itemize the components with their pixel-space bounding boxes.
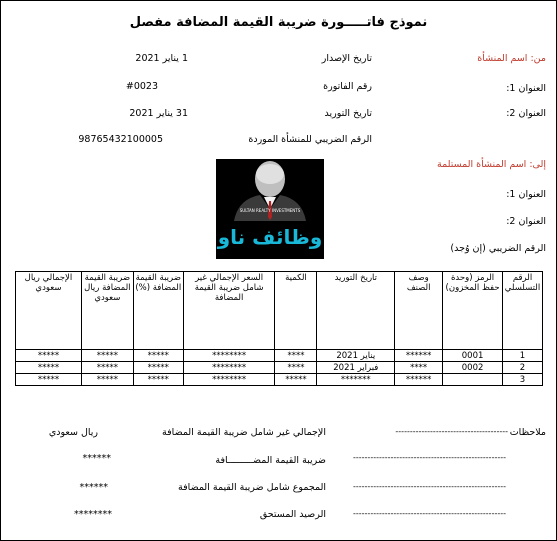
buyer-address-1: العنوان 1:: [506, 189, 546, 200]
company-logo: [216, 159, 324, 259]
header-serial: الرقم التسلسلي: [503, 272, 543, 350]
cell: *****: [81, 374, 133, 386]
summary-label-balance-due: الرصيد المستحق: [259, 509, 326, 520]
buyer-tax-number-label: الرقم الضريبي (إن وُجد): [450, 243, 546, 254]
cell: يناير 2021: [317, 350, 395, 362]
seller-name-label: من: اسم المنشأة: [477, 53, 546, 64]
meta-value-supply-date: 31 يناير 2021: [129, 108, 188, 119]
header-price-excl-vat: السعر الإجمالي غير شامل ضريبة القيمة المضافة: [183, 272, 275, 350]
cell: ********: [183, 362, 275, 374]
table-row: [16, 362, 543, 374]
table-header-row: [16, 272, 543, 350]
buyer-name-label: إلى: اسم المنشأة المستلمة: [437, 159, 546, 170]
cell: ********: [183, 374, 275, 386]
cell: *****: [133, 350, 183, 362]
table-row: [16, 374, 543, 386]
notes-label: ملاحظات: [509, 427, 546, 438]
cell: *****: [81, 362, 133, 374]
cell: ****: [275, 362, 317, 374]
summary-dashes-3: -----------------------------------------------------: [353, 509, 506, 518]
header-vat-sar: ضريبة القيمة المضافة ريال سعودي: [81, 272, 133, 350]
seller-address-1: العنوان 1:: [506, 83, 546, 94]
meta-value-issue-date: 1 يناير 2021: [135, 53, 188, 64]
summary-dashes-2: -----------------------------------------------------: [353, 482, 506, 491]
meta-label-supply-date: تاريخ التوريد: [324, 108, 372, 119]
cell: ******: [395, 374, 443, 386]
seller-address-2: العنوان 2:: [506, 108, 546, 119]
header-quantity: الكمية: [275, 272, 317, 350]
cell: 2: [503, 362, 543, 374]
cell: فبراير 2021: [317, 362, 395, 374]
cell: *****: [275, 374, 317, 386]
summary-value-vat: ******: [82, 453, 111, 464]
meta-value-invoice-number: #0023: [125, 81, 158, 92]
invoice-title: نموذج فاتـــــورة ضريبة القيمة المضافة مفصل: [129, 15, 428, 30]
cell: *******: [317, 374, 395, 386]
table-row: [16, 350, 543, 362]
summary-label-vat: ضريبة القيمة المضـــــــــافة: [215, 455, 326, 466]
cell: 0001: [443, 350, 503, 362]
header-description: وصف الصنف: [395, 272, 443, 350]
cell: ******: [395, 350, 443, 362]
summary-value-balance-due: ********: [74, 509, 112, 520]
header-supply-date: تاريخ التوريد: [317, 272, 395, 350]
cell: 3: [503, 374, 543, 386]
cell: ********: [183, 350, 275, 362]
cell: ****: [395, 362, 443, 374]
logo-text: وظائف ناو: [217, 225, 323, 249]
notes-dashes: ---------------------------------------: [395, 427, 508, 436]
cell: 1: [503, 350, 543, 362]
cell: *****: [16, 350, 82, 362]
items-table: [15, 271, 543, 386]
summary-value-total-incl-vat: ******: [79, 482, 108, 493]
meta-label-seller-tax-number: الرقم الضريبي للمنشأة الموردة: [248, 134, 372, 145]
header-sku: الرمز (وحدة حفظ المخزون): [443, 272, 503, 350]
cell: [443, 374, 503, 386]
summary-label-total-excl-vat: الإجمالي غير شامل ضريبة القيمة المضافة: [162, 427, 326, 438]
meta-value-seller-tax-number: 98765432100005: [78, 134, 163, 145]
summary-value-total-excl-vat: ريال سعودي: [48, 427, 98, 438]
summary-dashes-1: -----------------------------------------------------: [353, 453, 506, 462]
cell: ****: [275, 350, 317, 362]
meta-label-invoice-number: رقم الفاتورة: [323, 81, 372, 92]
header-total-sar: الإجمالي ريال سعودي: [16, 272, 82, 350]
buyer-address-2: العنوان 2:: [506, 216, 546, 227]
cell: *****: [16, 362, 82, 374]
cell: 0002: [443, 362, 503, 374]
meta-label-issue-date: تاريخ الإصدار: [321, 53, 372, 64]
logo-small-text: SULTAN REALTY INVESTMENTS: [239, 208, 301, 213]
cell: *****: [81, 350, 133, 362]
cell: *****: [133, 374, 183, 386]
cell: *****: [133, 362, 183, 374]
header-vat-percent: ضريبة القيمة المضافة (%): [133, 272, 183, 350]
cell: *****: [16, 374, 82, 386]
summary-label-total-incl-vat: المجموع شامل ضريبة القيمة المضافة: [178, 482, 326, 493]
